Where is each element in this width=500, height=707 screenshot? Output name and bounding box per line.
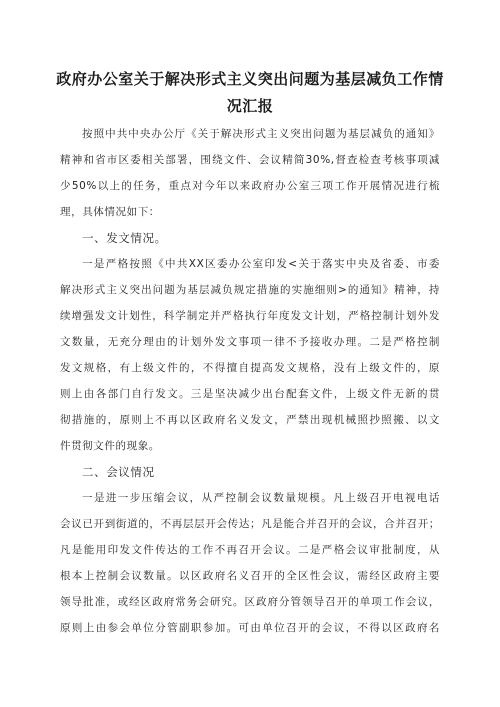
intro-line: 理，具体情况如下：: [60, 206, 160, 218]
section2-line: 根本上控制会议数量。以区政府名义召开的全区性会议，需经区政府主要: [60, 570, 440, 582]
section1-line: 件贯彻文件的现象。: [60, 440, 160, 452]
section2-line: 领导批准，或经区政府常务会研究。区政府分管领导召开的单项工作会议，: [60, 596, 440, 608]
section1-line: 一是严格按照《中共XX区委办公室印发<关于落实中央及省委、市委: [82, 258, 440, 270]
section1-line: 则上由各部门自行发文。三是坚决减少出台配套文件，上级文件无新的贯: [60, 388, 440, 400]
section1-line: 解决形式主义突出问题为基层减负规定措施的实施细则>的通知》精神，持: [60, 284, 440, 296]
section2-line: 一是进一步压缩会议，从严控制会议数量规模。凡上级召开电视电话: [82, 492, 440, 504]
section-heading-1: 一、发文情况。: [82, 231, 167, 245]
intro-line: 少50%以上的任务，重点对今年以来政府办公室三项工作开展情况进行梳: [60, 180, 440, 192]
document-title-line-2: 况汇报: [226, 97, 274, 115]
section1-line: 文数量，无充分理由的计划外发文事项一律不予接收办理。二是严格控制: [60, 336, 440, 348]
section2-line: 原则上由参会单位分管副职参加。可由单位召开的会议，不得以区政府名: [60, 622, 440, 634]
section2-line: 凡是能用印发文件传达的工作不再召开会议。二是严格会议审批制度，从: [60, 544, 440, 556]
intro-line: 按照中共中央办公厅《关于解决形式主义突出问题为基层减负的通知》: [82, 128, 440, 140]
intro-line: 精神和省市区委相关部署，围绕文件、会议精简30%,督查检查考核事项减: [60, 154, 440, 166]
section-heading-2: 二、会议情况: [82, 465, 155, 479]
document-title-line-1: 政府办公室关于解决形式主义突出问题为基层减负工作情: [56, 70, 444, 88]
section1-line: 发文规格，有上级文件的，不得擅自提高发文规格，没有上级文件的，原: [60, 362, 440, 374]
section2-line: 会议已开到街道的，不再层层开会传达；凡是能合并召开的会议，合并召开；: [60, 518, 440, 530]
section1-line: 彻措施的，原则上不再以区政府名义发文，严禁出现机械照抄照搬、以文: [60, 414, 440, 426]
section1-line: 续增强发文计划性，科学制定并严格执行年度发文计划，严格控制计划外发: [60, 310, 440, 322]
